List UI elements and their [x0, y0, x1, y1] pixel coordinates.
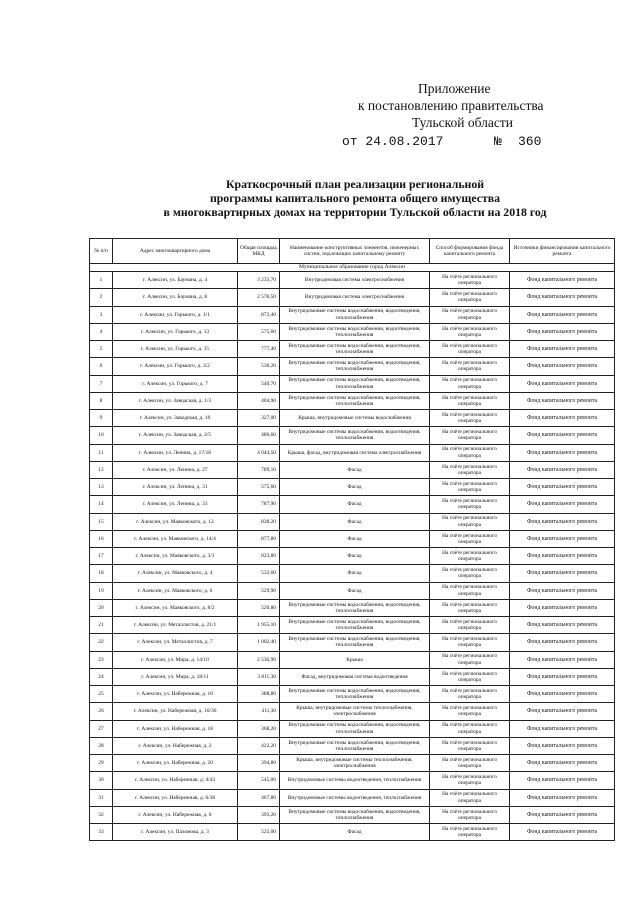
cell-area: 2 536,90 [238, 651, 280, 668]
cell-method: На счёте регионального оператора [430, 289, 510, 306]
cell-method: На счёте регионального оператора [430, 565, 510, 582]
cell-address: г. Алексин, ул. Набережная, д. 18 [113, 720, 238, 737]
cell-num: 2 [90, 289, 113, 306]
cell-area: 525,00 [238, 824, 280, 841]
cell-source: Фонд капитального ремонта [510, 530, 615, 547]
cell-address: г. Алексин, ул. Маяковского, д. 14/4 [113, 530, 238, 547]
cell-source: Фонд капитального ремонта [510, 824, 615, 841]
cell-source: Фонд капитального ремонта [510, 358, 615, 375]
cell-address: г. Алексин, ул. Набережная, д. 16/36 [113, 703, 238, 720]
cell-address: г. Алексин, ул. Металлистов, д. 7 [113, 634, 238, 651]
decree-line [342, 134, 602, 149]
cell-address: г. Алексин, ул. Ленина, д. 17/18 [113, 444, 238, 461]
cell-address: г. Алексин, ул. Горького, д. 3/2 [113, 358, 238, 375]
cell-num: 18 [90, 565, 113, 582]
cell-method: На счёте регионального оператора [430, 392, 510, 409]
table-row [90, 375, 615, 392]
cell-method: На счёте регионального оператора [430, 479, 510, 496]
table-row [90, 427, 615, 444]
cell-works: Внутридомовые системы водоснабжения, водоотведения, теплоснабжения [280, 358, 430, 375]
cell-address: г. Алексин, ул. Маяковского, д. 4 [113, 565, 238, 582]
cell-source: Фонд капитального ремонта [510, 806, 615, 823]
table-row [90, 617, 615, 634]
cell-address: г. Алексин, ул. Пахомова, д. 3 [113, 824, 238, 841]
decree-number: 360 [518, 134, 542, 149]
cell-area: 388,80 [238, 686, 280, 703]
cell-area: 575,60 [238, 479, 280, 496]
cell-source: Фонд капитального ремонта [510, 272, 615, 289]
cell-address: г. Алексин, ул. Набережная, д. 6/38 [113, 789, 238, 806]
cell-address: г. Алексин, ул. Мира, д. 18/11 [113, 668, 238, 685]
cell-num: 30 [90, 772, 113, 789]
cell-method: На счёте регионального оператора [430, 530, 510, 547]
cell-works: Внутридомовые системы водоснабжения, водоотведения, теплоснабжения [280, 686, 430, 703]
table-row [90, 444, 615, 461]
cell-works: Внутридомовые системы водоснабжения, водоотведения, теплоснабжения [280, 806, 430, 823]
cell-method: На счёте регионального оператора [430, 755, 510, 772]
cell-source: Фонд капитального ремонта [510, 548, 615, 565]
table-row [90, 755, 615, 772]
document-title [100, 177, 610, 219]
cell-works: Фасад [280, 461, 430, 478]
cell-source: Фонд капитального ремонта [510, 427, 615, 444]
cell-source: Фонд капитального ремонта [510, 686, 615, 703]
table-row [90, 582, 615, 599]
cell-area: 404,90 [238, 392, 280, 409]
table-row [90, 513, 615, 530]
cell-address: г. Алексин, ул. Горького, д. 7 [113, 375, 238, 392]
cell-area: 486,60 [238, 427, 280, 444]
cell-address: г. Алексин, ул. Ленина, д. 27 [113, 461, 238, 478]
cell-works: Внутридомовые системы водоснабжения, водоотведения, теплоснабжения [280, 617, 430, 634]
cell-address: г. Алексин, ул. Набережная, д. 20 [113, 755, 238, 772]
column-header-area: Общая площадь МКД [238, 239, 280, 264]
cell-area: 545,00 [238, 772, 280, 789]
table-row [90, 479, 615, 496]
cell-method: На счёте регионального оператора [430, 737, 510, 754]
cell-area: 789,10 [238, 461, 280, 478]
cell-method: На счёте регионального оператора [430, 772, 510, 789]
cell-address: г. Алексин, ул. Горького, д. 15 [113, 341, 238, 358]
cell-method: На счёте регионального оператора [430, 617, 510, 634]
cell-works: Фасад [280, 548, 430, 565]
cell-method: На счёте регионального оператора [430, 272, 510, 289]
cell-area: 787,90 [238, 496, 280, 513]
cell-area: 1 002,40 [238, 634, 280, 651]
table-row [90, 548, 615, 565]
cell-num: 17 [90, 548, 113, 565]
cell-works: Внутридомовые системы водоотведения, теплоснабжения [280, 772, 430, 789]
cell-works: Крыша, внутридомовые системы теплоснабжения, электроснабжения [280, 703, 430, 720]
cell-method: На счёте регионального оператора [430, 427, 510, 444]
cell-works: Внутридомовые системы водоснабжения, водоотведения, теплоснабжения [280, 720, 430, 737]
decree-date: от 24.08.2017 [342, 134, 444, 149]
cell-num: 33 [90, 824, 113, 841]
cell-works: Крыша, фасад, внутридомовая система электроснабжения [280, 444, 430, 461]
cell-works: Внутридомовые системы водоснабжения, водоотведения, теплоснабжения [280, 737, 430, 754]
table-row [90, 272, 615, 289]
cell-area: 838,20 [238, 513, 280, 530]
cell-area: 4 044,50 [238, 444, 280, 461]
cell-area: 368,20 [238, 720, 280, 737]
municipality-row [90, 264, 615, 272]
cell-num: 15 [90, 513, 113, 530]
cell-source: Фонд капитального ремонта [510, 444, 615, 461]
cell-source: Фонд капитального ремонта [510, 582, 615, 599]
table-row [90, 651, 615, 668]
cell-method: На счёте регионального оператора [430, 444, 510, 461]
cell-method: На счёте регионального оператора [430, 668, 510, 685]
cell-works: Фасад [280, 513, 430, 530]
table-row [90, 341, 615, 358]
cell-works: Фасад [280, 496, 430, 513]
cell-num: 3 [90, 306, 113, 323]
cell-num: 20 [90, 599, 113, 616]
cell-num: 23 [90, 651, 113, 668]
cell-source: Фонд капитального ремонта [510, 651, 615, 668]
cell-source: Фонд капитального ремонта [510, 755, 615, 772]
cell-source: Фонд капитального ремонта [510, 306, 615, 323]
table-row [90, 634, 615, 651]
cell-address: г. Алексин, ул. Маяковского, д. 12 [113, 513, 238, 530]
cell-works: Внутридомовые системы водоснабжения, водоотведения, теплоснабжения [280, 392, 430, 409]
cell-num: 8 [90, 392, 113, 409]
table-row [90, 703, 615, 720]
cell-source: Фонд капитального ремонта [510, 323, 615, 340]
cell-source: Фонд капитального ремонта [510, 737, 615, 754]
cell-works: Фасад [280, 565, 430, 582]
cell-method: На счёте регионального оператора [430, 582, 510, 599]
cell-source: Фонд капитального ремонта [510, 410, 615, 427]
cell-num: 1 [90, 272, 113, 289]
cell-area: 3 233,70 [238, 272, 280, 289]
cell-method: На счёте регионального оператора [430, 824, 510, 841]
cell-num: 25 [90, 686, 113, 703]
cell-source: Фонд капитального ремонта [510, 703, 615, 720]
cell-num: 4 [90, 323, 113, 340]
cell-method: На счёте регионального оператора [430, 548, 510, 565]
cell-area: 575,60 [238, 323, 280, 340]
cell-area: 540,70 [238, 375, 280, 392]
cell-method: На счёте регионального оператора [430, 634, 510, 651]
table-row [90, 392, 615, 409]
cell-source: Фонд капитального ремонта [510, 617, 615, 634]
cell-method: На счёте регионального оператора [430, 410, 510, 427]
cell-address: г. Алексин, ул. Баумана, д. 4 [113, 272, 238, 289]
cell-method: На счёте регионального оператора [430, 461, 510, 478]
cell-num: 9 [90, 410, 113, 427]
cell-source: Фонд капитального ремонта [510, 289, 615, 306]
cell-area: 2 578,50 [238, 289, 280, 306]
cell-area: 520,80 [238, 599, 280, 616]
table-row [90, 720, 615, 737]
cell-address: г. Алексин, ул. Набережная, д. 8 [113, 806, 238, 823]
cell-source: Фонд капитального ремонта [510, 565, 615, 582]
cell-area: 3 811,30 [238, 668, 280, 685]
cell-num: 24 [90, 668, 113, 685]
cell-works: Фасад [280, 479, 430, 496]
table-row [90, 323, 615, 340]
cell-works: Внутридомовые системы водоснабжения, водоотведения, теплоснабжения [280, 323, 430, 340]
cell-source: Фонд капитального ремонта [510, 789, 615, 806]
cell-num: 11 [90, 444, 113, 461]
cell-area: 872,40 [238, 306, 280, 323]
cell-address: г. Алексин, ул. Маяковского, д. 6 [113, 582, 238, 599]
cell-works: Крыша [280, 651, 430, 668]
cell-num: 5 [90, 341, 113, 358]
cell-works: Фасад [280, 824, 430, 841]
cell-works: Внутридомовые системы водоснабжения, водоотведения, теплоснабжения [280, 427, 430, 444]
cell-num: 16 [90, 530, 113, 547]
cell-method: На счёте регионального оператора [430, 323, 510, 340]
cell-address: г. Алексин, ул. Заводская, д. 10 [113, 410, 238, 427]
table-row [90, 806, 615, 823]
cell-method: На счёте регионального оператора [430, 806, 510, 823]
table-row [90, 789, 615, 806]
cell-area: 823,80 [238, 548, 280, 565]
table-row [90, 824, 615, 841]
title-line-1: Краткосрочный план реализации региональной [225, 177, 485, 191]
cell-num: 32 [90, 806, 113, 823]
cell-works: Внутридомовые системы водоотведения, теплоснабжения [280, 789, 430, 806]
cell-method: На счёте регионального оператора [430, 651, 510, 668]
cell-source: Фонд капитального ремонта [510, 392, 615, 409]
table-row [90, 530, 615, 547]
cell-method: На счёте регионального оператора [430, 496, 510, 513]
cell-num: 27 [90, 720, 113, 737]
cell-method: На счёте регионального оператора [430, 358, 510, 375]
cell-address: г. Алексин, ул. Маяковского, д. 8/2 [113, 599, 238, 616]
cell-method: На счёте регионального оператора [430, 306, 510, 323]
table-body [90, 264, 615, 841]
cell-works: Фасад [280, 582, 430, 599]
cell-source: Фонд капитального ремонта [510, 513, 615, 530]
cell-source: Фонд капитального ремонта [510, 720, 615, 737]
cell-source: Фонд капитального ремонта [510, 375, 615, 392]
cell-source: Фонд капитального ремонта [510, 599, 615, 616]
appendix-line-2: к постановлению правительства [358, 98, 544, 113]
table-row [90, 599, 615, 616]
column-header-method: Способ формирования фонда капитального ремонта [430, 239, 510, 264]
cell-address: г. Алексин, ул. Баумана, д. 8 [113, 289, 238, 306]
cell-area: 1 955,10 [238, 617, 280, 634]
cell-address: г. Алексин, ул. Мира, д. 14/10 [113, 651, 238, 668]
cell-method: На счёте регионального оператора [430, 789, 510, 806]
cell-num: 6 [90, 358, 113, 375]
cell-address: г. Алексин, ул. Ленина, д. 31 [113, 479, 238, 496]
title-line-3: в многоквартирных домах на территории Тульской области на 2018 год [163, 205, 547, 219]
cell-num: 10 [90, 427, 113, 444]
cell-area: 327,00 [238, 410, 280, 427]
column-header-num: № п/п [90, 239, 113, 264]
cell-area: 411,30 [238, 703, 280, 720]
repair-plan-table [89, 238, 615, 841]
cell-area: 532,60 [238, 565, 280, 582]
table-row [90, 496, 615, 513]
cell-works: Внутридомовые системы водоснабжения, водоотведения, теплоснабжения [280, 341, 430, 358]
cell-area: 877,80 [238, 530, 280, 547]
cell-method: На счёте регионального оператора [430, 341, 510, 358]
cell-num: 29 [90, 755, 113, 772]
cell-num: 28 [90, 737, 113, 754]
cell-num: 26 [90, 703, 113, 720]
cell-source: Фонд капитального ремонта [510, 772, 615, 789]
cell-method: На счёте регионального оператора [430, 375, 510, 392]
cell-area: 467,80 [238, 789, 280, 806]
table-row [90, 737, 615, 754]
cell-source: Фонд капитального ремонта [510, 496, 615, 513]
table-row [90, 289, 615, 306]
cell-works: Внутридомовые системы водоснабжения, водоотведения, теплоснабжения [280, 634, 430, 651]
cell-method: На счёте регионального оператора [430, 686, 510, 703]
appendix-line-3: Тульской области [412, 115, 513, 130]
table-row [90, 306, 615, 323]
cell-works: Внутридомовые системы водоснабжения, водоотведения, теплоснабжения [280, 599, 430, 616]
cell-num: 14 [90, 496, 113, 513]
cell-works: Фасад, внутридомовая система водоотведения [280, 668, 430, 685]
table-row [90, 686, 615, 703]
cell-address: г. Алексин, ул. Заводская, д. 2/5 [113, 427, 238, 444]
table-row [90, 410, 615, 427]
cell-method: На счёте регионального оператора [430, 703, 510, 720]
cell-num: 31 [90, 789, 113, 806]
table-row [90, 358, 615, 375]
cell-works: Внутридомовые системы водоснабжения, водоотведения, теплоснабжения [280, 306, 430, 323]
cell-source: Фонд капитального ремонта [510, 634, 615, 651]
appendix-block [300, 80, 600, 131]
cell-address: г. Алексин, ул. Металлистов, д. 21/1 [113, 617, 238, 634]
column-header-address: Адрес многоквартирного дома [113, 239, 238, 264]
cell-address: г. Алексин, ул. Маяковского, д. 3/1 [113, 548, 238, 565]
table-header-row [90, 239, 615, 264]
appendix-line-1: Приложение [418, 81, 491, 96]
municipality-cell: Муниципальное образование город Алексин [90, 264, 615, 272]
cell-works: Крыша, внутридомовые системы теплоснабжения, электроснабжения [280, 755, 430, 772]
cell-works: Фасад [280, 530, 430, 547]
cell-source: Фонд капитального ремонта [510, 479, 615, 496]
cell-address: г. Алексин, ул. Горького, д. 1/1 [113, 306, 238, 323]
cell-works: Крыша, внутридомовые системы водоснабжения [280, 410, 430, 427]
cell-address: г. Алексин, ул. Горького, д. 13 [113, 323, 238, 340]
cell-address: г. Алексин, ул. Заводская, д. 1/3 [113, 392, 238, 409]
cell-area: 422,20 [238, 737, 280, 754]
cell-works: Внутридомовая система электроснабжения [280, 289, 430, 306]
cell-method: На счёте регионального оператора [430, 599, 510, 616]
column-header-elements: Наименование конструктивных элементов, инженерных систем, подлежащих капитальному ремонту [280, 239, 430, 264]
cell-area: 394,80 [238, 755, 280, 772]
title-line-2: программы капитального ремонта общего имущества [209, 191, 501, 205]
cell-works: Внутридомовые системы водоснабжения, водоотведения, теплоснабжения [280, 375, 430, 392]
cell-address: г. Алексин, ул. Набережная, д. 4/43 [113, 772, 238, 789]
cell-area: 530,20 [238, 358, 280, 375]
cell-address: г. Алексин, ул. Набережная, д. 10 [113, 686, 238, 703]
table-row [90, 668, 615, 685]
column-header-source: Источники финансирования капитального ремонта [510, 239, 615, 264]
table-row [90, 772, 615, 789]
cell-source: Фонд капитального ремонта [510, 341, 615, 358]
table-row [90, 565, 615, 582]
cell-num: 7 [90, 375, 113, 392]
cell-num: 21 [90, 617, 113, 634]
cell-num: 13 [90, 479, 113, 496]
table-row [90, 461, 615, 478]
cell-source: Фонд капитального ремонта [510, 668, 615, 685]
cell-address: г. Алексин, ул. Набережная, д. 2 [113, 737, 238, 754]
cell-num: 22 [90, 634, 113, 651]
cell-area: 529,90 [238, 582, 280, 599]
cell-address: г. Алексин, ул. Ленина, д. 33 [113, 496, 238, 513]
cell-num: 19 [90, 582, 113, 599]
cell-area: 777,40 [238, 341, 280, 358]
cell-method: На счёте регионального оператора [430, 513, 510, 530]
decree-number-label: № [494, 134, 502, 149]
cell-area: 393,20 [238, 806, 280, 823]
cell-source: Фонд капитального ремонта [510, 461, 615, 478]
cell-method: На счёте регионального оператора [430, 720, 510, 737]
cell-works: Внутридомовая система электроснабжения [280, 272, 430, 289]
cell-num: 12 [90, 461, 113, 478]
